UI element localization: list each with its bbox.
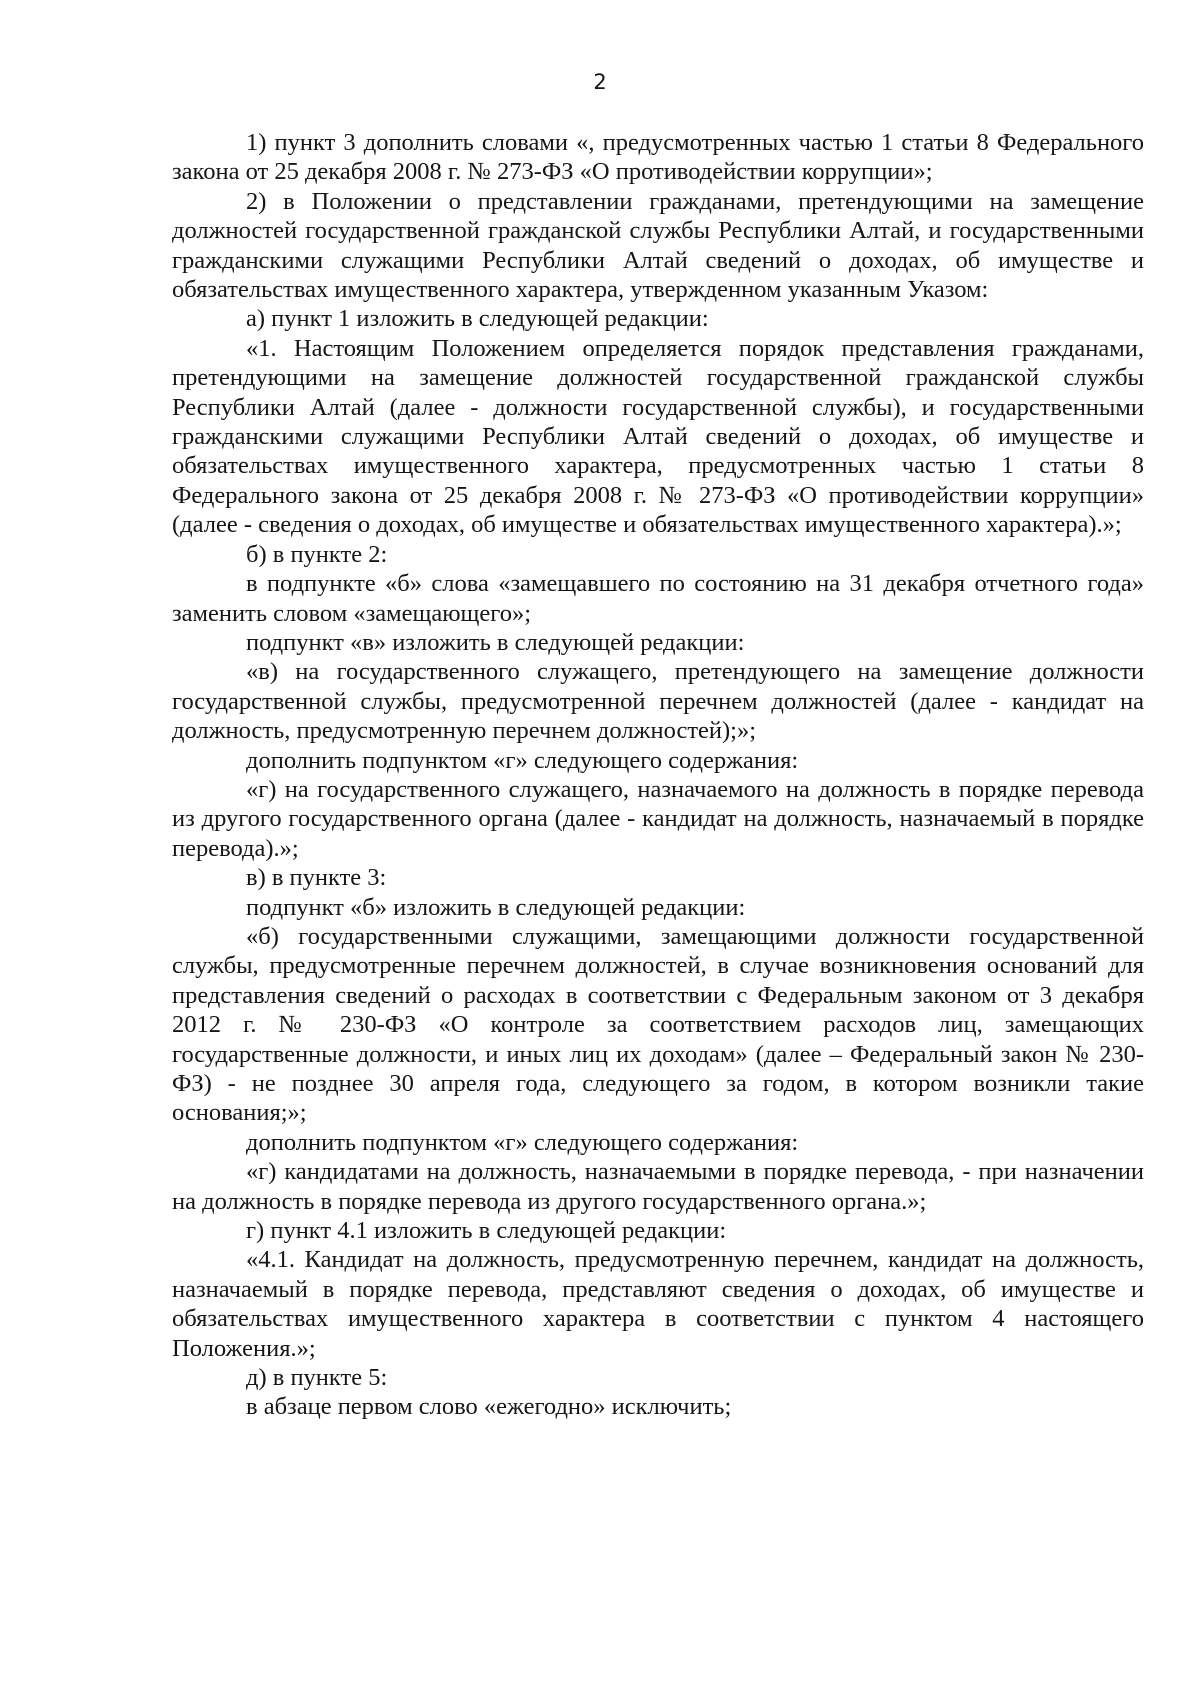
paragraph: «1. Настоящим Положением определяется порядок представления гражданами, претендующими на замещение должностей государственной гражданской службы Республики Алтай (далее - должности государственной службы), и государственными гражданскими служащими Республики Алтай сведений о доходах, об имуществе и обязательствах имущественного характера, предусмотренных частью 1 статьи 8 Федерального закона от 25 декабря 2008 г. № 273-ФЗ «О противодействии коррупции» (далее - сведения о доходах, об имуществе и обязательствах имущественного характера).»;: [172, 334, 1144, 539]
paragraph: в) в пункте 3:: [246, 864, 387, 892]
paragraph: «4.1. Кандидат на должность, предусмотренную перечнем, кандидат на должность, назначаемый в порядке перевода, представляют сведения о доходах, об имуществе и обязательствах имущественного характера в соответствии с пунктом 4 настоящего Положения.»;: [172, 1246, 1144, 1362]
paragraph: подпункт «в» изложить в следующей редакции:: [246, 628, 745, 656]
paragraph: 2) в Положении о представлении гражданами, претендующими на замещение должностей государственной гражданской службы Республики Алтай, и государственными гражданскими служащими Республики Алтай сведений о доходах, об имуществе и обязательствах имущественного характера, утвержденном указанным Указом:: [172, 187, 1144, 304]
paragraph: «б) государственными служащими, замещающими должности государственной службы, предусмотренные перечнем должностей, в случае возникновения оснований для представления сведений о расходах в соответствии с Федеральным законом от 3 декабря 2012 г. № 230-ФЗ «О контроле за соответствием расходов лиц, замещающих государственные должности, и иных лиц их доходам» (далее – Федеральный закон № 230-ФЗ) - не позднее 30 апреля года, следующего за годом, в котором возникли такие основания;»;: [172, 922, 1144, 1127]
paragraph: «в) на государственного служащего, претендующего на замещение должности государственной службы, предусмотренной перечнем должностей (далее - кандидат на должность, предусмотренную перечнем должностей);»;: [172, 658, 1144, 745]
paragraph: б) в пункте 2:: [246, 540, 388, 568]
paragraph: подпункт «б» изложить в следующей редакции:: [246, 893, 746, 921]
paragraph: г) пункт 4.1 изложить в следующей редакции:: [246, 1217, 727, 1245]
paragraph: в абзаце первом слово «ежегодно» исключить;: [246, 1393, 732, 1421]
paragraph: 1) пункт 3 дополнить словами «, предусмотренных частью 1 статьи 8 Федерального закона от 25 декабря 2008 г. № 273-ФЗ «О противодействии коррупции»;: [172, 129, 1144, 186]
paragraph: «г) на государственного служащего, назначаемого на должность в порядке перевода из другого государственного органа (далее - кандидат на должность, назначаемый в порядке перевода).»;: [172, 775, 1144, 862]
paragraph: дополнить подпунктом «г» следующего содержания:: [246, 746, 799, 774]
document-body: [172, 128, 1144, 1422]
paragraph: а) пункт 1 изложить в следующей редакции:: [246, 305, 709, 333]
page-number: 2: [593, 70, 607, 94]
paragraph: «г) кандидатами на должность, назначаемыми в порядке перевода, - при назначении на должность в порядке перевода из другого государственного органа.»;: [172, 1158, 1144, 1215]
paragraph: д) в пункте 5:: [246, 1364, 388, 1392]
paragraph: в подпункте «б» слова «замещавшего по состоянию на 31 декабря отчетного года» заменить словом «замещающего»;: [172, 570, 1144, 627]
paragraph: дополнить подпунктом «г» следующего содержания:: [246, 1128, 799, 1156]
